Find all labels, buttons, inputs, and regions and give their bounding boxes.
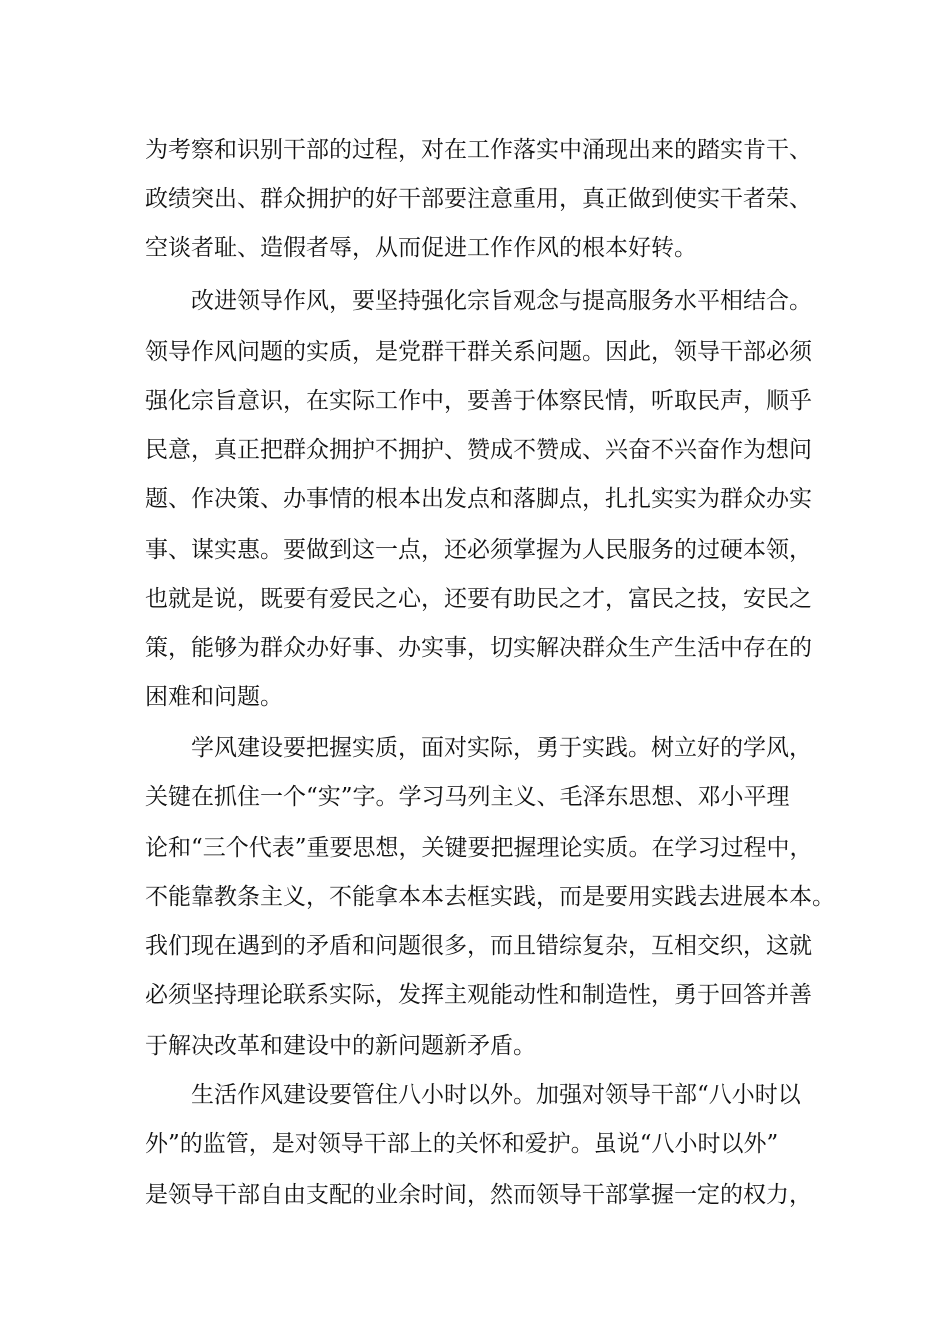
text-line: 强化宗旨意识，在实际工作中，要善于体察民情，听取民声，顺乎 — [145, 388, 812, 414]
text-line: 政绩突出、群众拥护的好干部要注意重用，真正做到使实干者荣、 — [145, 186, 812, 212]
paragraph-first-line: 学风建设要把握实质，面对实际，勇于实践。树立好的学风， — [191, 735, 812, 761]
text-line: 于解决改革和建设中的新问题新矛盾。 — [145, 1033, 536, 1059]
text-line: 事、谋实惠。要做到这一点，还必须掌握为人民服务的过硬本领， — [145, 537, 812, 563]
text-line: 是领导干部自由支配的业余时间，然而领导干部掌握一定的权力， — [145, 1182, 812, 1208]
text-line: 领导作风问题的实质，是党群干群关系问题。因此，领导干部必须 — [145, 339, 812, 365]
text-line: 也就是说，既要有爱民之心，还要有助民之才，富民之技，安民之 — [145, 586, 812, 612]
paragraph-first-line: 改进领导作风，要坚持强化宗旨观念与提高服务水平相结合。 — [191, 288, 812, 314]
text-line: 题、作决策、办事情的根本出发点和落脚点，扎扎实实为群众办实 — [145, 486, 812, 512]
text-line: 策，能够为群众办好事、办实事，切实解决群众生产生活中存在的 — [145, 635, 812, 661]
text-line: 论和“三个代表”重要思想，关键要把握理论实质。在学习过程中， — [145, 835, 813, 861]
text-line: 为考察和识别干部的过程，对在工作落实中涌现出来的踏实肯干、 — [145, 137, 812, 163]
text-line: 空谈者耻、造假者辱，从而促进工作作风的根本好转。 — [145, 235, 697, 261]
text-line: 民意，真正把群众拥护不拥护、赞成不赞成、兴奋不兴奋作为想问 — [145, 437, 812, 463]
text-line: 外”的监管，是对领导干部上的关怀和爱护。虽说“八小时以外” — [145, 1131, 779, 1157]
text-line: 必须坚持理论联系实际，发挥主观能动性和制造性，勇于回答并善 — [145, 982, 812, 1008]
text-line: 不能靠教条主义，不能拿本本去框实践，而是要用实践去进展本本。 — [145, 884, 835, 910]
text-line: 我们现在遇到的矛盾和问题很多，而且错综复杂，互相交织，这就 — [145, 933, 812, 959]
text-line: 困难和问题。 — [145, 684, 283, 710]
text-line: 关键在抓住一个“实”字。学习马列主义、毛泽东思想、邓小平理 — [145, 784, 790, 810]
paragraph-first-line: 生活作风建设要管住八小时以外。加强对领导干部“八小时以 — [191, 1082, 801, 1108]
